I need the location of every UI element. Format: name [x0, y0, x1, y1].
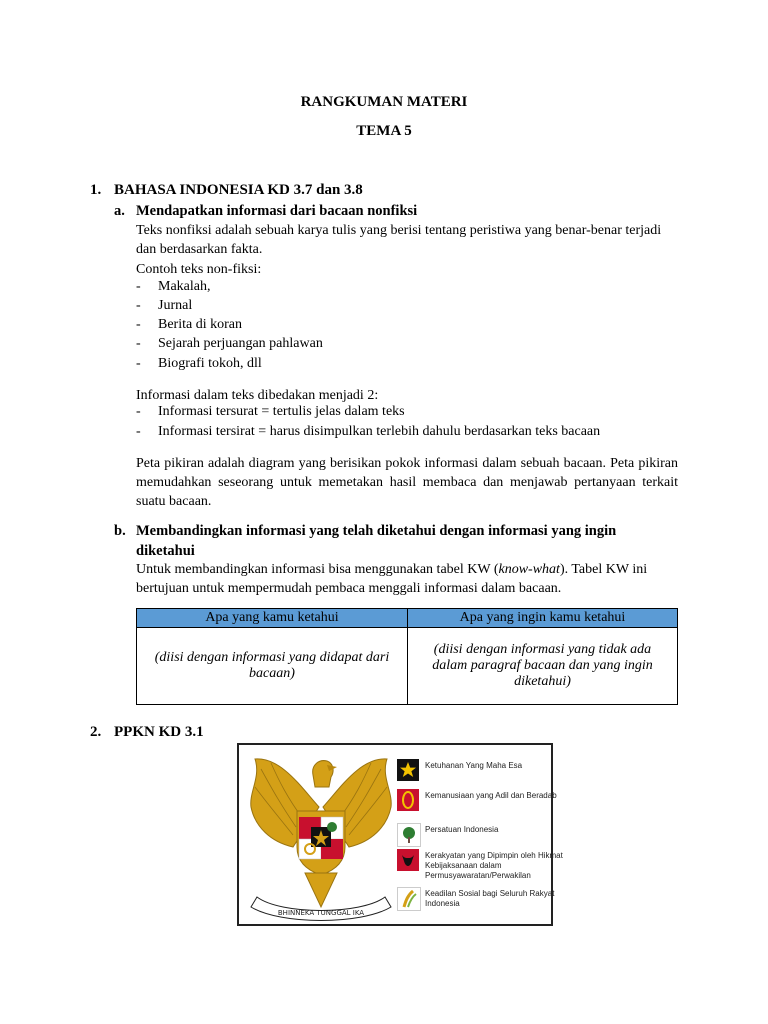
table-cell: (diisi dengan informasi yang didapat dari bacaan) — [137, 628, 408, 705]
table-cell: (diisi dengan informasi yang tidak ada dalam paragraf bacaan dan yang ingin diketahui) — [408, 628, 678, 705]
document-title: RANGKUMAN MATERI — [300, 94, 468, 110]
section-2-heading — [90, 724, 204, 741]
section-1-number: 1. — [90, 182, 102, 198]
garuda-emblem-icon — [241, 747, 401, 925]
list-item: - Informasi tersurat = tertulis jelas dalam teks — [136, 404, 405, 419]
list-item: - Biografi tokoh, dll — [136, 356, 262, 371]
star-icon — [397, 759, 419, 781]
list-item: - Makalah, — [136, 279, 211, 294]
subsection-b-letter: b. — [114, 523, 126, 539]
list-item: - Jurnal — [136, 298, 193, 313]
list-item: - Sejarah perjuangan pahlawan — [136, 336, 323, 351]
motto-text: BHINNEKA TUNGGAL IKA — [277, 909, 365, 917]
section-2-title: PPKN KD 3.1 — [114, 724, 204, 740]
kw-table-paragraph: Untuk membandingkan informasi bisa menggunakan tabel KW (know-what). Tabel KW ini bertujuan untuk mempermudah pembaca menggali informasi dalam bacaan. — [136, 562, 648, 596]
subsection-b-title-line1: Membandingkan informasi yang telah diketahui dengan informasi yang ingin — [136, 523, 617, 539]
table-header-cell: Apa yang kamu ketahui — [137, 609, 408, 628]
rice-cotton-icon — [397, 887, 421, 911]
list-item: - Informasi tersirat = harus disimpulkan terlebih dahulu berdasarkan teks bacaan — [136, 424, 601, 439]
banyan-tree-icon — [397, 823, 421, 847]
examples-intro: Contoh teks non-fiksi: — [136, 262, 262, 277]
bull-head-icon — [397, 849, 419, 871]
subsection-a-heading — [114, 203, 418, 220]
subsection-b-title-line2: diketahui — [136, 543, 195, 559]
mind-map-paragraph: Peta pikiran adalah diagram yang berisikan pokok informasi dalam sebuah bacaan. Peta pikiran memudahkan seseorang untuk memetakan hasil membaca dan menjawab pertanyaan terkait suatu bacaan. — [136, 456, 678, 509]
chain-icon — [397, 789, 419, 811]
subsection-b-heading — [114, 521, 696, 561]
table-header-row — [137, 609, 678, 628]
kw-table — [136, 608, 678, 705]
section-2-number: 2. — [90, 724, 102, 740]
subsection-a-letter: a. — [114, 203, 125, 219]
subsection-a-title: Mendapatkan informasi dari bacaan nonfiksi — [136, 203, 418, 219]
garuda-pancasila-figure: BHINNEKA TUNGGAL IKA Ketuhanan Yang Maha Esa Kemanusiaan yang Adil dan Beradab Persatuan Indonesia Kerakyatan yang Dipimpin oleh Hikmat Kebijaksanaan dalam Permusyawaratan/Perwakilan Keadilan Sosial bagi Seluruh Rakyat Indonesia — [237, 743, 553, 926]
info-types-intro: Informasi dalam teks dibedakan menjadi 2: — [136, 388, 379, 403]
table-header-cell: Apa yang ingin kamu ketahui — [408, 609, 678, 628]
list-item: - Berita di koran — [136, 317, 242, 332]
nonfiction-definition: Teks nonfiksi adalah sebuah karya tulis yang berisi tentang peristiwa yang benar-benar terjadi dan berdasarkan fakta. — [136, 223, 662, 257]
document-subtitle: TEMA 5 — [356, 123, 412, 139]
section-1-title: BAHASA INDONESIA KD 3.7 dan 3.8 — [114, 182, 363, 198]
section-1-heading — [90, 182, 363, 199]
table-row — [137, 628, 678, 705]
